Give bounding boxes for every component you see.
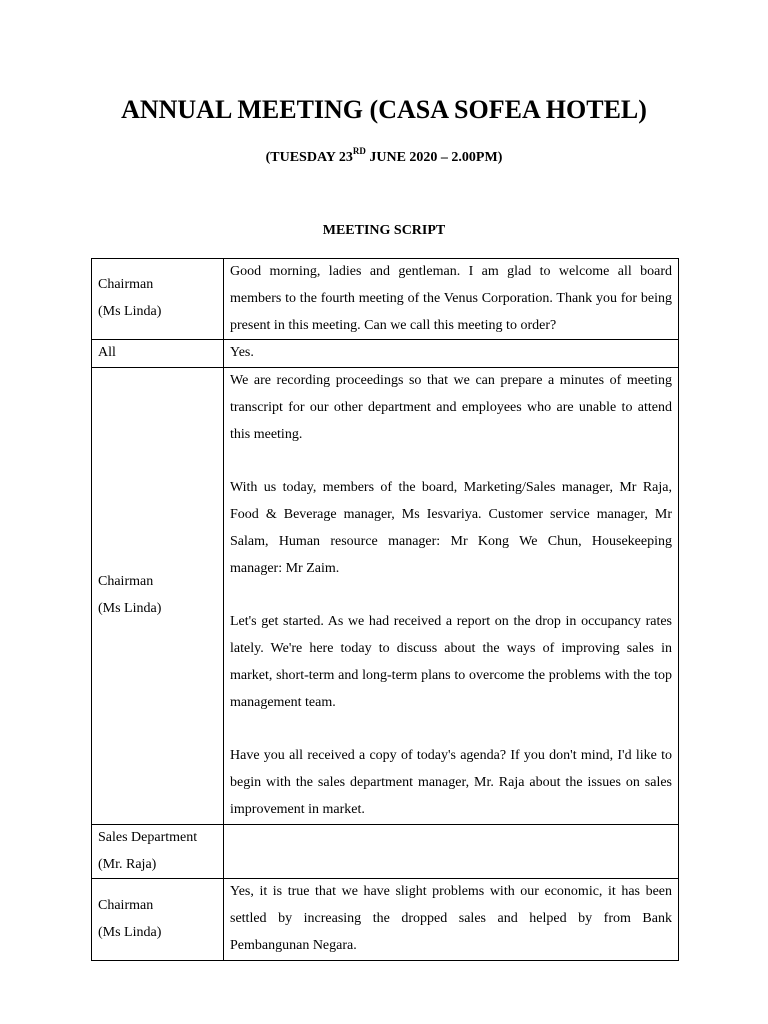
script-row [92, 259, 679, 340]
script-row [92, 824, 679, 879]
meeting-date-superscript: RD [352, 146, 366, 157]
speaker-cell [92, 879, 224, 960]
speech-cell [224, 259, 679, 340]
page-title: ANNUAL MEETING (CASA SOFEA HOTEL) [121, 95, 647, 124]
script-row [92, 340, 679, 368]
paragraph-spacer [230, 583, 672, 610]
script-row [92, 879, 679, 960]
speaker-cell [92, 340, 224, 368]
speaker-cell [92, 368, 224, 825]
speech-cell [224, 368, 679, 825]
speaker-cell [92, 259, 224, 340]
speaker-name: (Ms Linda) [98, 924, 162, 940]
speech-paragraph: Good morning, ladies and gentleman. I am glad to welcome all board members to the fourth meeting of the Venus Corporation. Thank you for being present in this meeting. Can we call this meeting to order? [230, 264, 672, 333]
paragraph-spacer [230, 717, 672, 744]
speech-paragraph: We are recording proceedings so that we can prepare a minutes of meeting transcript for our other department and employees who are unable to attend this meeting. [230, 373, 672, 442]
speech-paragraph: Let's get started. As we had received a report on the drop in occupancy rates lately. We're here today to discuss about the ways of improving sales in market, short-term and long-term plans to overcome the problems with the top management team. [230, 614, 672, 710]
meeting-script-table [91, 258, 679, 961]
meeting-date-suffix: JUNE 2020 – 2.00PM) [365, 150, 503, 165]
speaker-name: (Ms Linda) [98, 304, 162, 320]
speech-paragraph: Have you all received a copy of today's agenda? If you don't mind, I'd like to begin with the sales department manager, Mr. Raja about the issues on sales improvement in market. [230, 748, 672, 817]
meeting-date-prefix: (TUESDAY 23 [265, 150, 353, 165]
speech-paragraph: With us today, members of the board, Marketing/Sales manager, Mr Raja, Food & Beverage manager, Ms Iesvariya. Customer service manager, Mr Salam, Human resource manager: Mr Kong We Chun, Housekeeping manager: Mr Zaim. [230, 480, 672, 576]
speaker-role: Chairman [98, 574, 154, 590]
speaker-name: (Ms Linda) [98, 600, 162, 616]
speaker-role: All [98, 345, 116, 361]
speaker-name: (Mr. Raja) [98, 856, 157, 872]
speaker-cell [92, 824, 224, 879]
speech-cell [224, 824, 679, 879]
speaker-role: Chairman [98, 897, 154, 913]
speaker-role: Chairman [98, 277, 154, 293]
paragraph-spacer [230, 449, 672, 476]
speech-paragraph: Yes. [230, 345, 254, 361]
script-heading: MEETING SCRIPT [322, 223, 446, 238]
meeting-date [0, 148, 768, 168]
speech-cell [224, 879, 679, 960]
speech-cell [224, 340, 679, 368]
speaker-role: Sales Department [98, 829, 198, 845]
script-row [92, 368, 679, 825]
speech-paragraph: Yes, it is true that we have slight problems with our economic, it has been settled by increasing the dropped sales and helped by from Bank Pembangunan Negara. [230, 884, 672, 953]
